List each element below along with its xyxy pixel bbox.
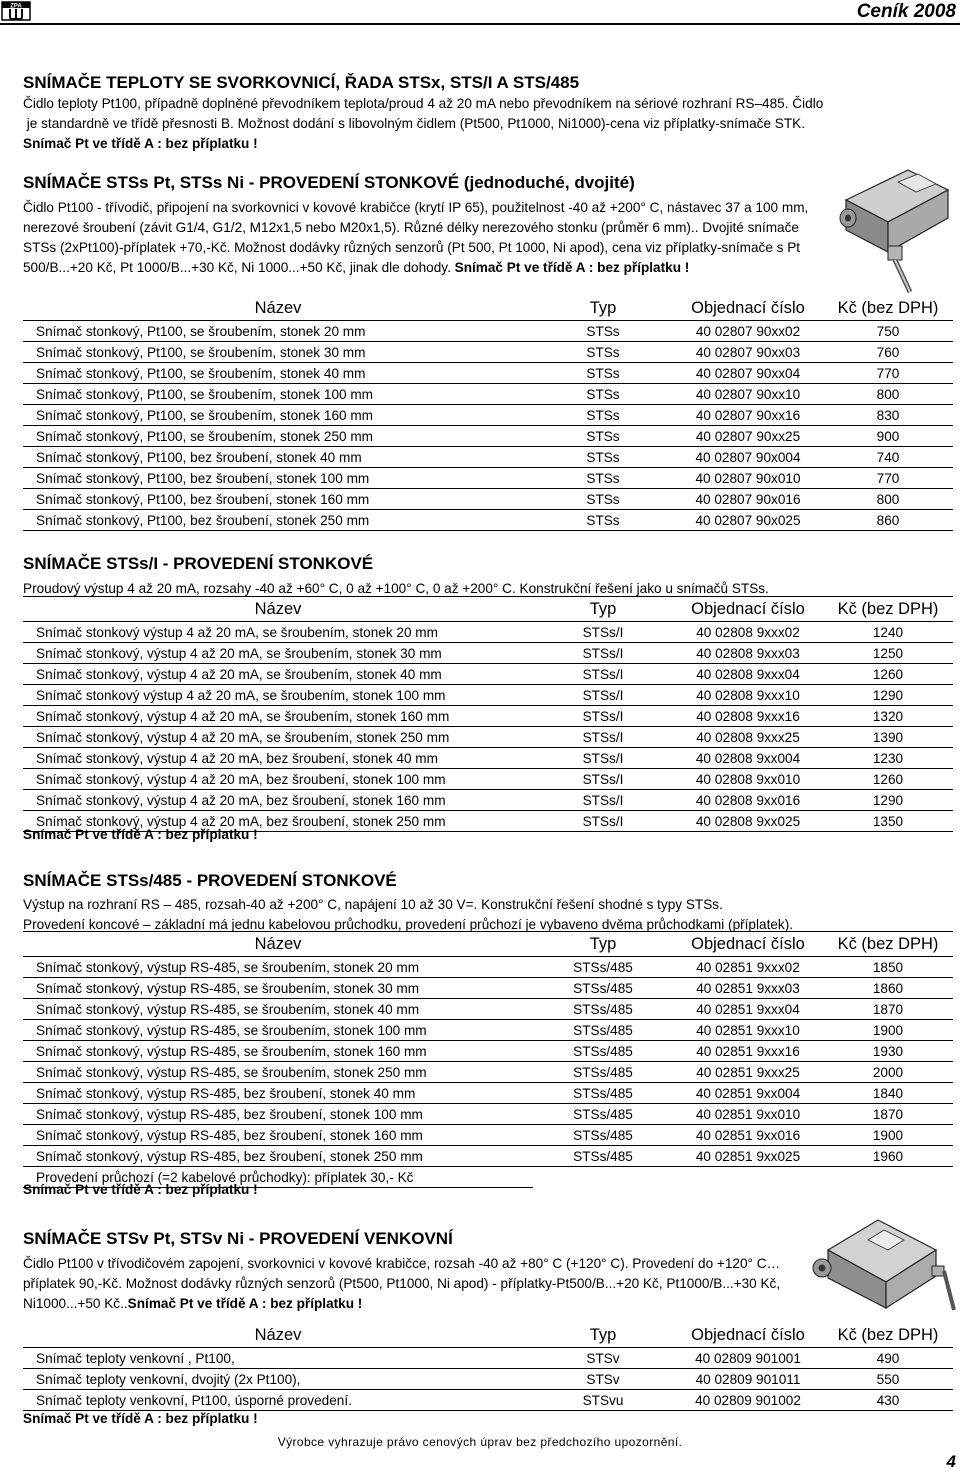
price-table-stss-i [23, 596, 953, 832]
price-cell: 860 [823, 510, 953, 531]
section-title: SNÍMAČE STSs Pt, STSs Ni - PROVEDENÍ STONKOVÉ (jednoduché, dvojité) [23, 173, 635, 192]
price-table-stss [23, 296, 953, 531]
order-number-cell: 40 02808 9xx010 [673, 769, 823, 790]
price-cell: 1860 [823, 978, 953, 999]
column-header-order: Objednací číslo [691, 599, 805, 618]
price-cell: 1390 [823, 727, 953, 748]
column-header-name: Název [254, 298, 302, 317]
order-number-cell: 40 02851 9xxx04 [673, 999, 823, 1020]
product-name-cell: Snímač stonkový, výstup 4 až 20 mA, se šroubením, stonek 30 mm [23, 643, 533, 664]
price-cell: 760 [823, 342, 953, 363]
stem-sensor-photo [838, 160, 956, 295]
type-cell: STSs [533, 342, 673, 363]
table-row [23, 1146, 953, 1167]
order-number-cell: 40 02851 9xxx10 [673, 1020, 823, 1041]
order-number-cell: 40 02807 90x025 [673, 510, 823, 531]
product-name-cell: Snímač stonkový, Pt100, bez šroubení, stonek 40 mm [23, 447, 533, 468]
price-cell: 1320 [823, 706, 953, 727]
type-cell: STSs [533, 468, 673, 489]
class-a-note: Snímač Pt ve třídě A : bez příplatku ! [127, 1296, 363, 1311]
price-cell: 550 [823, 1369, 953, 1390]
column-header-price: Kč (bez DPH) [837, 298, 939, 317]
type-cell: STSs/I [533, 664, 673, 685]
table-row [23, 510, 953, 531]
order-number-cell: 40 02851 9xx025 [673, 1146, 823, 1167]
section-title: SNÍMAČE STSv Pt, STSv Ni - PROVEDENÍ VENKOVNÍ [23, 1229, 453, 1248]
table-row [23, 426, 953, 447]
table-row [23, 405, 953, 426]
price-cell: 1260 [823, 664, 953, 685]
product-name-cell: Snímač stonkový, výstup 4 až 20 mA, bez šroubení, stonek 40 mm [23, 748, 533, 769]
price-cell: 1290 [823, 685, 953, 706]
type-cell: STSs/I [533, 769, 673, 790]
price-cell: 1960 [823, 1146, 953, 1167]
order-number-cell: 40 02808 9xxx02 [673, 622, 823, 643]
table-row [23, 706, 953, 727]
table-row [23, 363, 953, 384]
product-name-cell: Snímač stonkový výstup 4 až 20 mA, se šroubením, stonek 100 mm [23, 685, 533, 706]
table-row [23, 999, 953, 1020]
product-name-cell: Snímač stonkový, výstup RS-485, se šroubením, stonek 30 mm [23, 978, 533, 999]
product-name-cell: Snímač stonkový, výstup RS-485, se šroubením, stonek 20 mm [23, 957, 533, 978]
section-stss-i [23, 553, 953, 599]
type-cell: STSs [533, 510, 673, 531]
price-cell: 1900 [823, 1020, 953, 1041]
column-header-type: Typ [589, 1325, 617, 1344]
product-name-cell: Snímač teploty venkovní, Pt100, úsporné provedení. [23, 1390, 533, 1411]
column-header-price: Kč (bez DPH) [837, 934, 939, 953]
table-row [23, 489, 953, 510]
type-cell: STSs [533, 405, 673, 426]
table-row [23, 1062, 953, 1083]
type-cell: STSs/485 [533, 1146, 673, 1167]
table-header-row [23, 932, 953, 957]
product-name-cell: Snímač stonkový, Pt100, se šroubením, stonek 20 mm [23, 321, 533, 342]
column-header-type: Typ [589, 298, 617, 317]
section-text-line: je standardně ve třídě přesnosti B. Možnost dodání s libovolným čidlem (Pt500, Pt1000, Ni1000)-cena viz příplatky-snímače STK. [23, 116, 806, 131]
price-cell: 1350 [823, 811, 953, 832]
table-row [23, 321, 953, 342]
type-cell: STSv [533, 1369, 673, 1390]
order-number-cell: 40 02807 90xx10 [673, 384, 823, 405]
order-number-cell: 40 02851 9xx004 [673, 1083, 823, 1104]
table-row [23, 978, 953, 999]
order-number-cell: 40 02851 9xxx16 [673, 1041, 823, 1062]
type-cell: STSs [533, 321, 673, 342]
price-cell: 1240 [823, 622, 953, 643]
type-cell: STSs [533, 426, 673, 447]
price-cell: 1870 [823, 999, 953, 1020]
order-number-cell: 40 02809 901002 [673, 1390, 823, 1411]
table-row [23, 622, 953, 643]
price-cell: 770 [823, 363, 953, 384]
description-text: Čidlo Pt100 v třívodičovém zapojení, svorkovnici v kovové krabičce, rozsah -40 až +80° C (+120° C). Provedení do +120° C…příplatek 90,-Kč. Možnost dodávky různých senzorů (Pt500, Pt1000, Ni apod) - příplatky-Pt500/B...+20 Kč, Pt1000/B...+30 Kč, Ni1000...+50 Kč.. [23, 1256, 781, 1311]
price-cell: 750 [823, 321, 953, 342]
class-a-note: Snímač Pt ve třídě A : bez příplatku ! [23, 1182, 258, 1197]
price-cell: 1290 [823, 790, 953, 811]
price-cell: 1930 [823, 1041, 953, 1062]
type-cell: STSs/485 [533, 1020, 673, 1041]
table-row [23, 1390, 953, 1411]
type-cell: STSs [533, 447, 673, 468]
price-cell: 900 [823, 426, 953, 447]
table-header-row [23, 597, 953, 622]
order-number-cell: 40 02851 9xx010 [673, 1104, 823, 1125]
type-cell: STSs/I [533, 790, 673, 811]
product-name-cell: Snímač stonkový, výstup RS-485, se šroubením, stonek 250 mm [23, 1062, 533, 1083]
table-row [23, 790, 953, 811]
product-name-cell: Snímač stonkový, Pt100, se šroubením, stonek 40 mm [23, 363, 533, 384]
type-cell: STSs/485 [533, 1125, 673, 1146]
table-row [23, 748, 953, 769]
order-number-cell: 40 02807 90xx04 [673, 363, 823, 384]
column-header-name: Název [254, 599, 302, 618]
price-cell: 800 [823, 489, 953, 510]
section-title: SNÍMAČE TEPLOTY SE SVORKOVNICÍ, ŘADA STSx, STS/I A STS/485 [23, 73, 580, 92]
type-cell: STSs/I [533, 685, 673, 706]
section-overview [23, 72, 953, 154]
table-row [23, 342, 953, 363]
type-cell: STSs/I [533, 811, 673, 832]
class-a-note: Snímač Pt ve třídě A : bez příplatku ! [23, 827, 258, 842]
description-text: Čidlo Pt100 - třívodič, připojení na svorkovnici v kovové krabičce (krytí IP 65), použitelnost -40 až +200° C, nástavec 37 a 100 mm, nerezové šroubení (závit G1/4, G1/2, M12x1,5 nebo M20x1,5). Různé délky nerezového stonku (průměr 6 mm).. Dvojité snímače STSs (2xPt100)-příplatek +70,-Kč. Možnost dodávky různých senzorů (Pt 500, Pt 1000, Ni apod), cena viz příplatky-snímače s Pt 500/B...+20 Kč, Pt 1000/B...+30 Kč, Ni 1000...+50 Kč, jinak dle dohody. [23, 200, 809, 275]
order-number-cell: 40 02807 90xx02 [673, 321, 823, 342]
column-header-name: Název [254, 934, 302, 953]
order-number-cell: 40 02807 90x010 [673, 468, 823, 489]
type-cell: STSs/485 [533, 1104, 673, 1125]
product-name-cell: Snímač stonkový, výstup RS-485, se šroubením, stonek 40 mm [23, 999, 533, 1020]
table-row [23, 1083, 953, 1104]
price-cell: 1870 [823, 1104, 953, 1125]
column-header-order: Objednací číslo [691, 1325, 805, 1344]
order-number-cell: 40 02851 9xxx03 [673, 978, 823, 999]
product-name-cell: Snímač stonkový, výstup RS-485, bez šroubení, stonek 250 mm [23, 1146, 533, 1167]
type-cell: STSs/I [533, 706, 673, 727]
order-number-cell: 40 02851 9xxx02 [673, 957, 823, 978]
table-header-row [23, 296, 953, 321]
svg-text:ZPA: ZPA [10, 3, 22, 10]
type-cell: STSs/485 [533, 957, 673, 978]
section-description [23, 198, 823, 278]
type-cell: STSvu [533, 1390, 673, 1411]
order-number-cell: 40 02807 90x004 [673, 447, 823, 468]
order-number-cell: 40 02808 9xxx25 [673, 727, 823, 748]
table-row [23, 1104, 953, 1125]
table-row [23, 769, 953, 790]
column-header-order: Objednací číslo [691, 298, 805, 317]
price-cell: 800 [823, 384, 953, 405]
section-text-line: Čidlo teploty Pt100, případně doplněné převodníkem teplota/proud 4 až 20 mA nebo převodníkem na sériové rozhraní RS–485. Čidlo [23, 96, 824, 111]
column-header-order: Objednací číslo [691, 934, 805, 953]
section-title: SNÍMAČE STSs/485 - PROVEDENÍ STONKOVÉ [23, 871, 397, 890]
price-table-stsv [23, 1323, 953, 1411]
product-name-cell: Snímač stonkový, výstup RS-485, bez šroubení, stonek 100 mm [23, 1104, 533, 1125]
type-cell: STSs [533, 489, 673, 510]
price-cell: 830 [823, 405, 953, 426]
class-a-note: Snímač Pt ve třídě A : bez příplatku ! [23, 136, 258, 151]
type-cell: STSs/I [533, 643, 673, 664]
type-cell: STSs/485 [533, 1041, 673, 1062]
table-row [23, 468, 953, 489]
product-name-cell: Snímač stonkový, výstup RS-485, se šroubením, stonek 100 mm [23, 1020, 533, 1041]
column-header-type: Typ [589, 599, 617, 618]
price-cell: 430 [823, 1390, 953, 1411]
order-number-cell: 40 02808 9xx004 [673, 748, 823, 769]
product-name-cell: Snímač stonkový, výstup RS-485, bez šroubení, stonek 40 mm [23, 1083, 533, 1104]
price-cell: 1900 [823, 1125, 953, 1146]
type-cell: STSs [533, 363, 673, 384]
table-row [23, 685, 953, 706]
order-number-cell: 40 02808 9xxx03 [673, 643, 823, 664]
table-row [23, 1020, 953, 1041]
product-name-cell: Snímač stonkový, výstup 4 až 20 mA, bez šroubení, stonek 250 mm [23, 811, 533, 832]
price-cell: 1230 [823, 748, 953, 769]
type-cell: STSs/485 [533, 978, 673, 999]
section-description [23, 1254, 783, 1314]
product-name-cell: Snímač stonkový, Pt100, bez šroubení, stonek 250 mm [23, 510, 533, 531]
product-name-cell: Snímač stonkový, Pt100, se šroubením, stonek 100 mm [23, 384, 533, 405]
product-name-cell: Snímač stonkový, Pt100, bez šroubení, stonek 160 mm [23, 489, 533, 510]
order-number-cell: 40 02807 90x016 [673, 489, 823, 510]
price-cell: 1840 [823, 1083, 953, 1104]
table-row [23, 1348, 953, 1369]
order-number-cell: 40 02808 9xxx04 [673, 664, 823, 685]
product-name-cell: Snímač stonkový, Pt100, se šroubením, stonek 160 mm [23, 405, 533, 426]
order-number-cell: 40 02808 9xxx10 [673, 685, 823, 706]
product-name-cell: Snímač stonkový výstup 4 až 20 mA, se šroubením, stonek 20 mm [23, 622, 533, 643]
price-cell: 1260 [823, 769, 953, 790]
header-rule [0, 23, 960, 25]
order-number-cell: 40 02809 901011 [673, 1369, 823, 1390]
price-table-stss-485 [23, 931, 953, 1188]
price-cell: 490 [823, 1348, 953, 1369]
product-name-cell: Snímač stonkový, výstup 4 až 20 mA, se šroubením, stonek 250 mm [23, 727, 533, 748]
product-name-cell: Snímač stonkový, výstup 4 až 20 mA, bez šroubení, stonek 100 mm [23, 769, 533, 790]
catalog-title: Ceník 2008 [856, 1, 956, 22]
table-row [23, 643, 953, 664]
section-intro: Proudový výstup 4 až 20 mA, rozsahy -40 až +60° C, 0 až +100° C, 0 až +200° C. Konstrukční řešení jako u snímačů STSs. [23, 581, 769, 596]
section-intro: Výstup na rozhraní RS – 485, rozsah-40 až +200° C, napájení 10 až 30 V=. Konstrukční řešení shodné s typy STSs. [23, 897, 723, 912]
order-number-cell: 40 02851 9xx016 [673, 1125, 823, 1146]
product-name-cell: Snímač stonkový, Pt100, se šroubením, stonek 250 mm [23, 426, 533, 447]
product-name-cell: Snímač stonkový, Pt100, se šroubením, stonek 30 mm [23, 342, 533, 363]
price-cell: 2000 [823, 1062, 953, 1083]
column-header-name: Název [254, 1325, 302, 1344]
type-cell: STSs/I [533, 622, 673, 643]
order-number-cell: 40 02851 9xxx25 [673, 1062, 823, 1083]
type-cell: STSs/485 [533, 1062, 673, 1083]
table-row [23, 727, 953, 748]
table-row [23, 957, 953, 978]
product-name-cell: Snímač stonkový, výstup 4 až 20 mA, se šroubením, stonek 160 mm [23, 706, 533, 727]
product-name-cell: Snímač teploty venkovní , Pt100, [23, 1348, 533, 1369]
table-row [23, 664, 953, 685]
type-cell: STSs/485 [533, 999, 673, 1020]
price-cell: 1850 [823, 957, 953, 978]
column-header-type: Typ [589, 934, 617, 953]
section-stss [23, 172, 953, 278]
section-stss-485 [23, 870, 953, 935]
table-header-row [23, 1323, 953, 1348]
product-name-cell: Snímač stonkový, výstup RS-485, se šroubením, stonek 160 mm [23, 1041, 533, 1062]
order-number-cell: 40 02808 9xxx16 [673, 706, 823, 727]
section-intro: Provedení koncové – základní má jednu kabelovou průchodku, provedení průchozí je vybaveno dvěma průchodkami (příplatek). [23, 917, 794, 932]
order-number-cell: 40 02807 90xx03 [673, 342, 823, 363]
product-name-cell: Snímač stonkový, výstup 4 až 20 mA, se šroubením, stonek 40 mm [23, 664, 533, 685]
price-cell: 770 [823, 468, 953, 489]
table-row [23, 1125, 953, 1146]
order-number-cell: 40 02807 90xx25 [673, 426, 823, 447]
type-cell: STSs [533, 384, 673, 405]
type-cell: STSv [533, 1348, 673, 1369]
price-cell: 740 [823, 447, 953, 468]
product-name-cell: Snímač teploty venkovní, dvojitý (2x Pt100), [23, 1369, 533, 1390]
type-cell: STSs/I [533, 748, 673, 769]
footer-note: Výrobce vyhrazuje právo cenových úprav bez předchozího upozornění. [277, 1435, 683, 1449]
class-a-note: Snímač Pt ve třídě A : bez příplatku ! [23, 1411, 258, 1426]
table-row [23, 1369, 953, 1390]
product-name-cell: Snímač stonkový, výstup RS-485, bez šroubení, stonek 160 mm [23, 1125, 533, 1146]
product-name-cell: Snímač stonkový, Pt100, bez šroubení, stonek 100 mm [23, 468, 533, 489]
price-cell: 1250 [823, 643, 953, 664]
class-a-note: Snímač Pt ve třídě A : bez příplatku ! [454, 260, 690, 275]
product-name-cell: Snímač stonkový, výstup 4 až 20 mA, bez šroubení, stonek 160 mm [23, 790, 533, 811]
column-header-price: Kč (bez DPH) [837, 599, 939, 618]
type-cell: STSs/I [533, 727, 673, 748]
page-number: 4 [946, 1452, 956, 1471]
order-number-cell: 40 02809 901001 [673, 1348, 823, 1369]
order-number-cell: 40 02808 9xx025 [673, 811, 823, 832]
table-row [23, 1041, 953, 1062]
order-number-cell: 40 02808 9xx016 [673, 790, 823, 811]
column-header-price: Kč (bez DPH) [837, 1325, 939, 1344]
zpa-logo [1, 1, 31, 21]
type-cell: STSs/485 [533, 1083, 673, 1104]
surcharge-cell: Provedení průchozí (=2 kabelové průchodky): příplatek 30,- Kč [23, 1167, 533, 1188]
table-row [23, 384, 953, 405]
order-number-cell: 40 02807 90xx16 [673, 405, 823, 426]
section-title: SNÍMAČE STSs/I - PROVEDENÍ STONKOVÉ [23, 554, 374, 573]
outdoor-sensor-photo [808, 1210, 956, 1328]
page-header [0, 0, 960, 26]
table-row [23, 447, 953, 468]
